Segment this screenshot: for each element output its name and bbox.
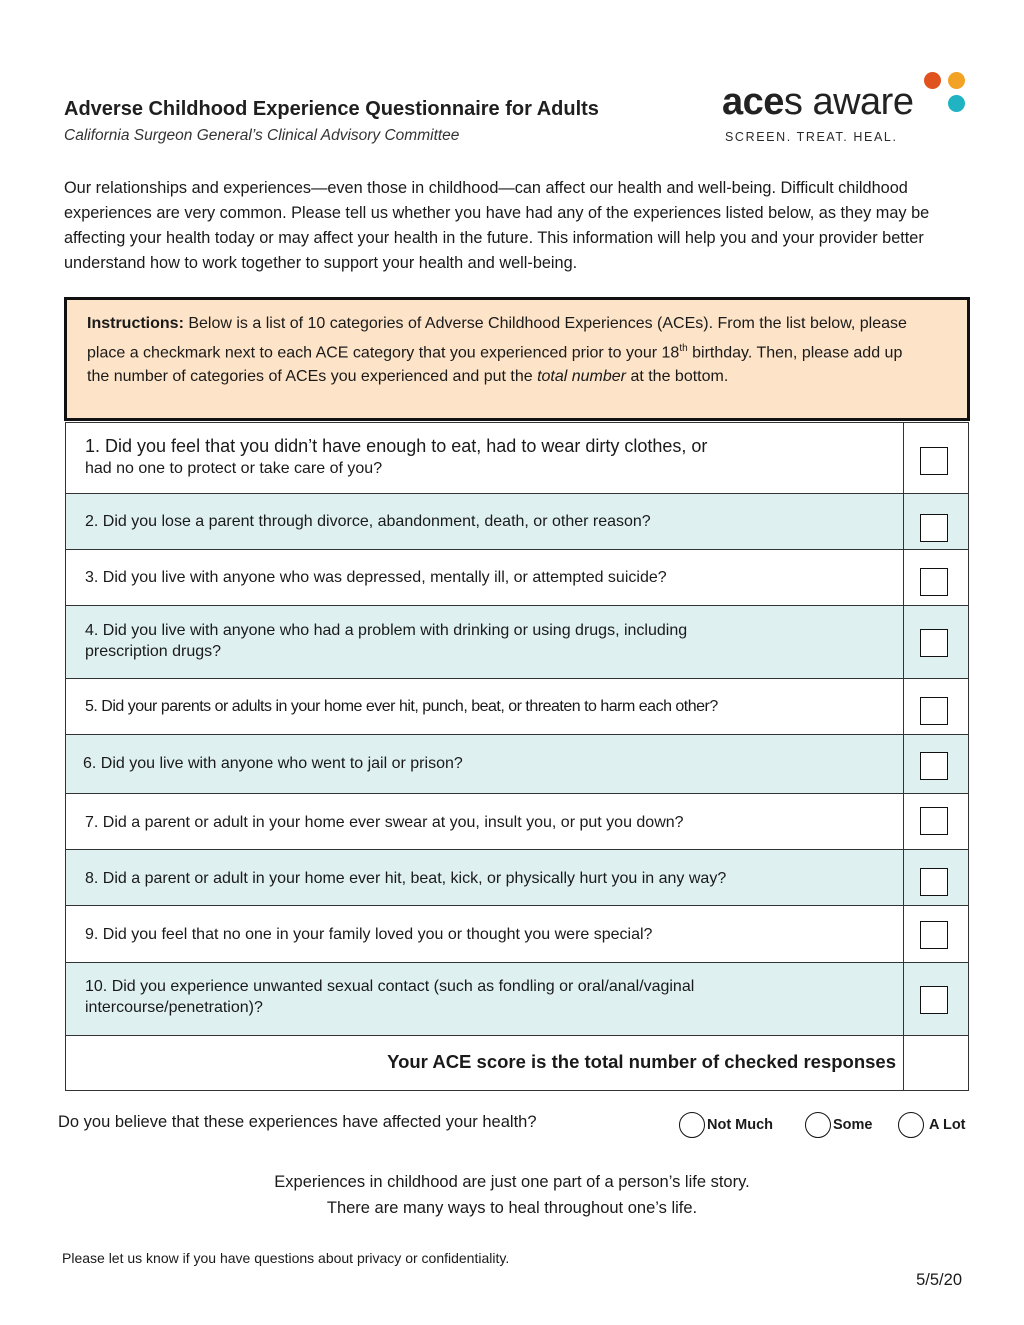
- question-3-text: 3. Did you live with anyone who was depressed, mentally ill, or attempted suicide?: [85, 569, 667, 586]
- radio-a-lot[interactable]: [898, 1112, 924, 1138]
- question-7-checkbox[interactable]: [920, 807, 948, 835]
- ace-score-row: [65, 1035, 969, 1091]
- option-a-lot[interactable]: [898, 1112, 966, 1138]
- logo-tagline: SCREEN. TREAT. HEAL.: [725, 130, 898, 144]
- question-3-checkbox[interactable]: [920, 568, 948, 596]
- affect-question: Do you believe that these experiences have affected your health?: [58, 1113, 537, 1131]
- question-2-checkbox[interactable]: [920, 514, 948, 542]
- question-4-text-cont: prescription drugs?: [85, 643, 222, 660]
- question-row-5: [65, 678, 969, 735]
- ace-score-input[interactable]: [903, 1036, 968, 1090]
- radio-not-much[interactable]: [679, 1112, 705, 1138]
- instructions-box: [64, 297, 970, 421]
- question-4-text: 4. Did you live with anyone who had a problem with drinking or using drugs, including: [85, 622, 688, 639]
- question-9-text: 9. Did you feel that no one in your family loved you or thought you were special?: [85, 926, 653, 943]
- logo-word-right: s aware: [783, 81, 914, 123]
- logo-dot-yellow-icon: [948, 72, 965, 89]
- logo-word-left: ace: [722, 81, 784, 123]
- question-row-10: [65, 962, 969, 1036]
- question-9-checkbox[interactable]: [920, 921, 948, 949]
- question-8-checkbox[interactable]: [920, 868, 948, 896]
- question-10-text-cont: intercourse/penetration)?: [85, 999, 263, 1016]
- instructions-text: Instructions: Below is a list of 10 categories of Adverse Childhood Experiences (ACEs). From the list below, please place a checkmark next to each ACE category that you experienced prior to your 18th birthday. Then, please add up the number of categories of ACEs you experienced and put the total number at the bottom.: [87, 315, 907, 386]
- question-8-text: 8. Did a parent or adult in your home ever hit, beat, kick, or physically hurt you in any way?: [85, 870, 727, 887]
- question-1-checkbox[interactable]: [920, 447, 948, 475]
- question-10-checkbox[interactable]: [920, 986, 948, 1014]
- question-4-checkbox[interactable]: [920, 629, 948, 657]
- question-table: [65, 422, 969, 1092]
- intro-paragraph: Our relationships and experiences—even those in childhood—can affect our health and well-being. Difficult childhood experiences are very common. Please tell us whether you have had any of the experiences listed below, as they may be affecting your health today or may affect your health in the future. This information will help you and your provider better understand how to work together to support your health and well-being.: [64, 179, 930, 272]
- radio-some[interactable]: [805, 1112, 831, 1138]
- question-row-6: [65, 734, 969, 794]
- question-5-checkbox[interactable]: [920, 697, 948, 725]
- question-row-4: [65, 605, 969, 679]
- question-row-7: [65, 793, 969, 850]
- logo-dot-orange-icon: [924, 72, 941, 89]
- ace-score-label: Your ACE score is the total number of checked responses: [387, 1051, 896, 1072]
- option-some[interactable]: [805, 1112, 873, 1138]
- question-5-text: 5. Did your parents or adults in your home ever hit, punch, beat, or threaten to harm each other?: [85, 698, 718, 715]
- question-1-text-cont: had no one to protect or take care of you?: [85, 460, 383, 477]
- form-date: 5/5/20: [916, 1271, 962, 1289]
- question-6-text: 6. Did you live with anyone who went to jail or prison?: [83, 755, 463, 772]
- question-6-checkbox[interactable]: [920, 752, 948, 780]
- aces-aware-logo: [722, 70, 972, 150]
- option-not-much-label: Not Much: [707, 1117, 774, 1133]
- option-some-label: Some: [833, 1117, 873, 1133]
- privacy-note: Please let us know if you have questions about privacy or confidentiality.: [62, 1250, 510, 1266]
- question-row-3: [65, 549, 969, 606]
- closing-line-2: There are many ways to heal throughout one’s life.: [326, 1199, 698, 1217]
- question-1-text: 1. Did you feel that you didn’t have enough to eat, had to wear dirty clothes, or: [85, 436, 708, 456]
- page-subtitle: California Surgeon General’s Clinical Advisory Committee: [64, 127, 460, 144]
- question-row-1: [65, 422, 969, 494]
- instructions-lead: Instructions:: [87, 315, 184, 332]
- question-row-2: [65, 493, 969, 550]
- logo-dot-teal-icon: [948, 95, 965, 112]
- question-7-text: 7. Did a parent or adult in your home ever swear at you, insult you, or put you down?: [85, 814, 684, 831]
- question-2-text: 2. Did you lose a parent through divorce, abandonment, death, or other reason?: [85, 513, 651, 530]
- question-row-8: [65, 849, 969, 906]
- question-10-text: 10. Did you experience unwanted sexual contact (such as fondling or oral/anal/vaginal: [85, 978, 695, 995]
- option-not-much[interactable]: [679, 1112, 773, 1138]
- option-a-lot-label: A Lot: [929, 1117, 966, 1133]
- closing-line-1: Experiences in childhood are just one part of a person’s life story.: [274, 1173, 750, 1191]
- page-title: Adverse Childhood Experience Questionnaire for Adults: [64, 98, 599, 120]
- question-row-9: [65, 905, 969, 963]
